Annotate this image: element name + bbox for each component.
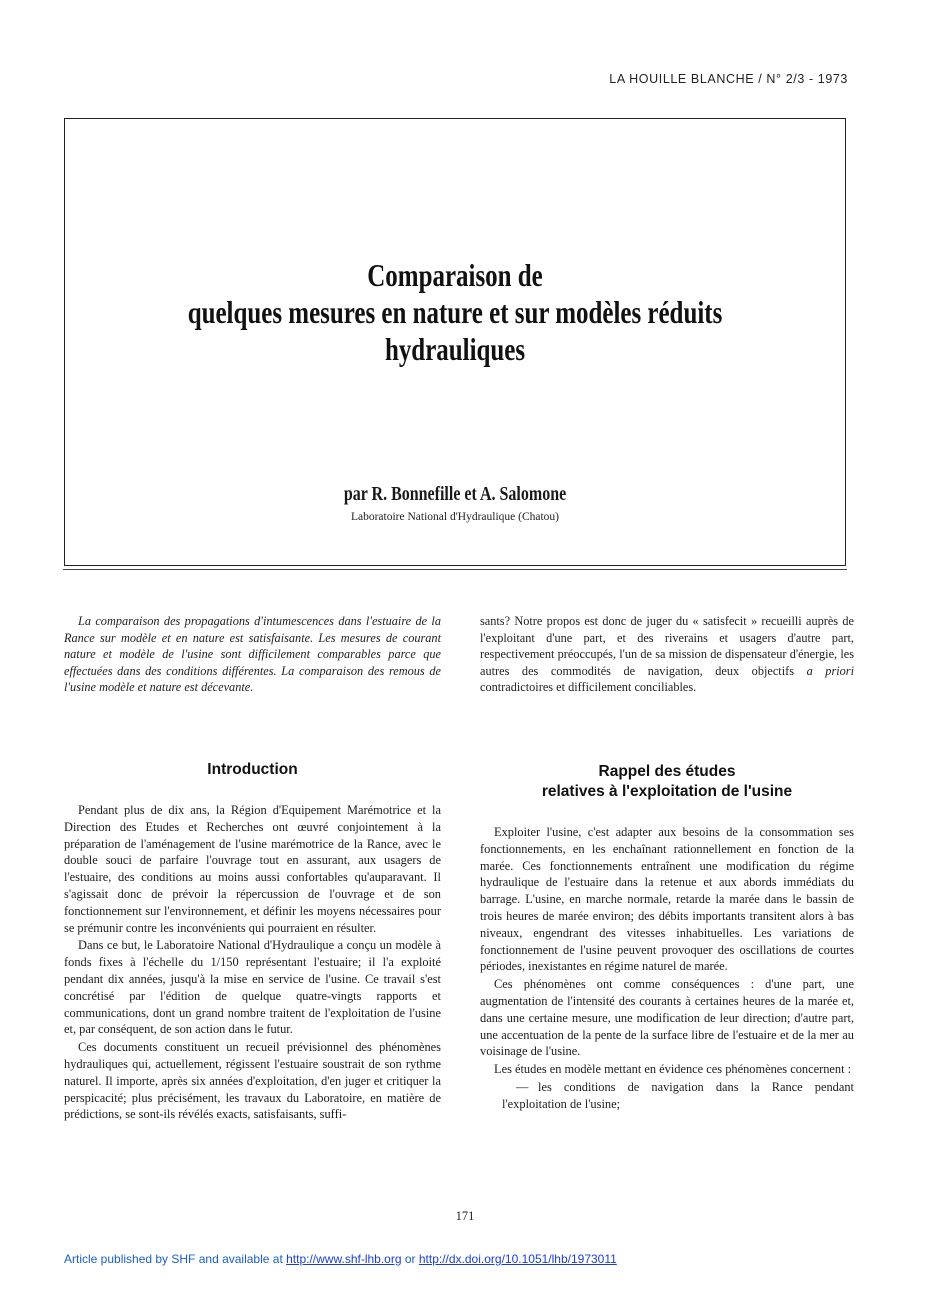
continuation-text-end: contradictoires et difficilement conciliables. <box>480 680 697 694</box>
list-item <box>480 1079 854 1113</box>
dash-marker: — <box>516 1079 529 1094</box>
abstract: La comparaison des propagations d'intumescences dans l'estuaire de la Rance sur modèle et en nature est satisfaisante. Les mesures de courant nature et modèle de l'usine sont difficilement comparables parce que effectuées dans des conditions différentes. La comparaison des remous de l'usine modèle et nature est décevante. <box>64 614 441 694</box>
title-line: quelques mesures en nature et sur modèles réduits <box>187 294 723 330</box>
title-line: hydrauliques <box>384 331 526 367</box>
list-item-text: les conditions de navigation dans la Rance pendant l'exploitation de l'usine; <box>502 1079 854 1111</box>
authors: par R. Bonnefille et A. Salomone <box>343 483 567 505</box>
paragraph: Ces documents constituent un recueil prévisionnel des phénomènes hydrauliques qui, actuellement, régissent l'estuaire soustrait de son rythme naturel. Il importe, après six années d'exploitation, d'en juger et critiquer la perspicacité; plus précisément, les travaux du Laboratoire, en matière de prédictions, se sont-ils révélés exacts, satisfaisants, suffi- <box>64 1040 441 1122</box>
paragraph: Pendant plus de dix ans, la Région d'Equipement Marémotrice et la Direction des Etudes et Recherches ont œuvré conjointement à la préparation de l'aménagement de l'usine marémotrice de la Rance, avec le double souci de parfaire l'ouvrage tout en assurant, aux usagers de l'estuaire, des conditions au moins aussi confortables qu'auparavant. Il s'agissait donc de prévoir la répercussion de l'ouvrage et de son fonctionnement sur l'environnement, et définir les moyens nécessaires pour se prémunir contre les inconvénients qui pourraient en résulter. <box>64 803 441 935</box>
title-line: Comparaison de <box>367 257 543 293</box>
continuation-text: sants? Notre propos est donc de juger du « satisfecit » recueilli auprès de l'exploitant d'une part, et des riverains et usagers d'autre part, respectivement préoccupés, l'un de sa mission de dispensateur d'énergie, les autres des commodités de navigation, deux objectifs <box>480 614 854 678</box>
heading-line: Rappel des études <box>598 763 736 780</box>
heading-introduction: Introduction <box>207 761 298 778</box>
heading-line: relatives à l'exploitation de l'usine <box>541 783 793 800</box>
footer <box>64 1252 617 1266</box>
title-frame <box>64 118 846 566</box>
heading-rappel <box>480 762 854 802</box>
paragraph: Les études en modèle mettant en évidence ces phénomènes concernent : <box>494 1062 852 1077</box>
running-head: LA HOUILLE BLANCHE / N° 2/3 - 1973 <box>609 72 848 86</box>
affiliation: Laboratoire National d'Hydraulique (Chatou) <box>350 511 560 523</box>
continuation-italic: a priori <box>806 663 854 678</box>
footer-prefix: Article published by SHF and available at <box>64 1252 287 1266</box>
paragraph: Exploiter l'usine, c'est adapter aux besoins de la consommation ses fonctionnements, en les enchaînant rationnellement en fonction de la marée. Ces fonctionnements entraînent une modification du régime hydraulique de l'estuaire dans la retenue et aux abords immédiats du barrage. L'usine, en marche normale, retarde la marée dans le bassin de trois heures de marée environ; des débits importants transitent alors à bas niveaux, engendrant des vitesses inhabituelles. Les variations de fonctionnement de l'usine peuvent provoquer des oscillations de courtes périodes, inexistantes en régime naturel de marée. <box>480 825 854 974</box>
paragraph: Ces phénomènes ont comme conséquences : d'une part, une augmentation de l'intensité des courants à certaines heures de la marée et, dans une certaine mesure, une modification de leur direction; d'autre part, une accentuation de la pente de la surface libre de l'estuaire et de la mer au voisinage de l'usine. <box>480 977 854 1059</box>
footer-middle: or <box>401 1252 419 1266</box>
footer-link-shf[interactable]: http://www.shf-lhb.org <box>286 1252 402 1266</box>
paragraph: Dans ce but, le Laboratoire National d'Hydraulique a conçu un modèle à fonds fixes à l'échelle du 1/150 représentant l'estuaire; il l'a exploité pendant dix années, jusqu'à la mise en service de l'usine. Ce travail s'est concrétisé par l'édition de quelque quatre-vingts rapports et communications, dont un grand nombre traitent de l'exploitation de l'usine et, par conséquent, de son action dans le futur. <box>64 938 441 1037</box>
rappel-body <box>480 824 854 1113</box>
abstract-continuation <box>480 613 854 696</box>
article-title <box>151 257 759 368</box>
introduction-body <box>64 802 441 1123</box>
footer-link-doi[interactable]: http://dx.doi.org/10.1051/lhb/1973011 <box>418 1252 617 1266</box>
page-number: 171 <box>455 1209 475 1223</box>
